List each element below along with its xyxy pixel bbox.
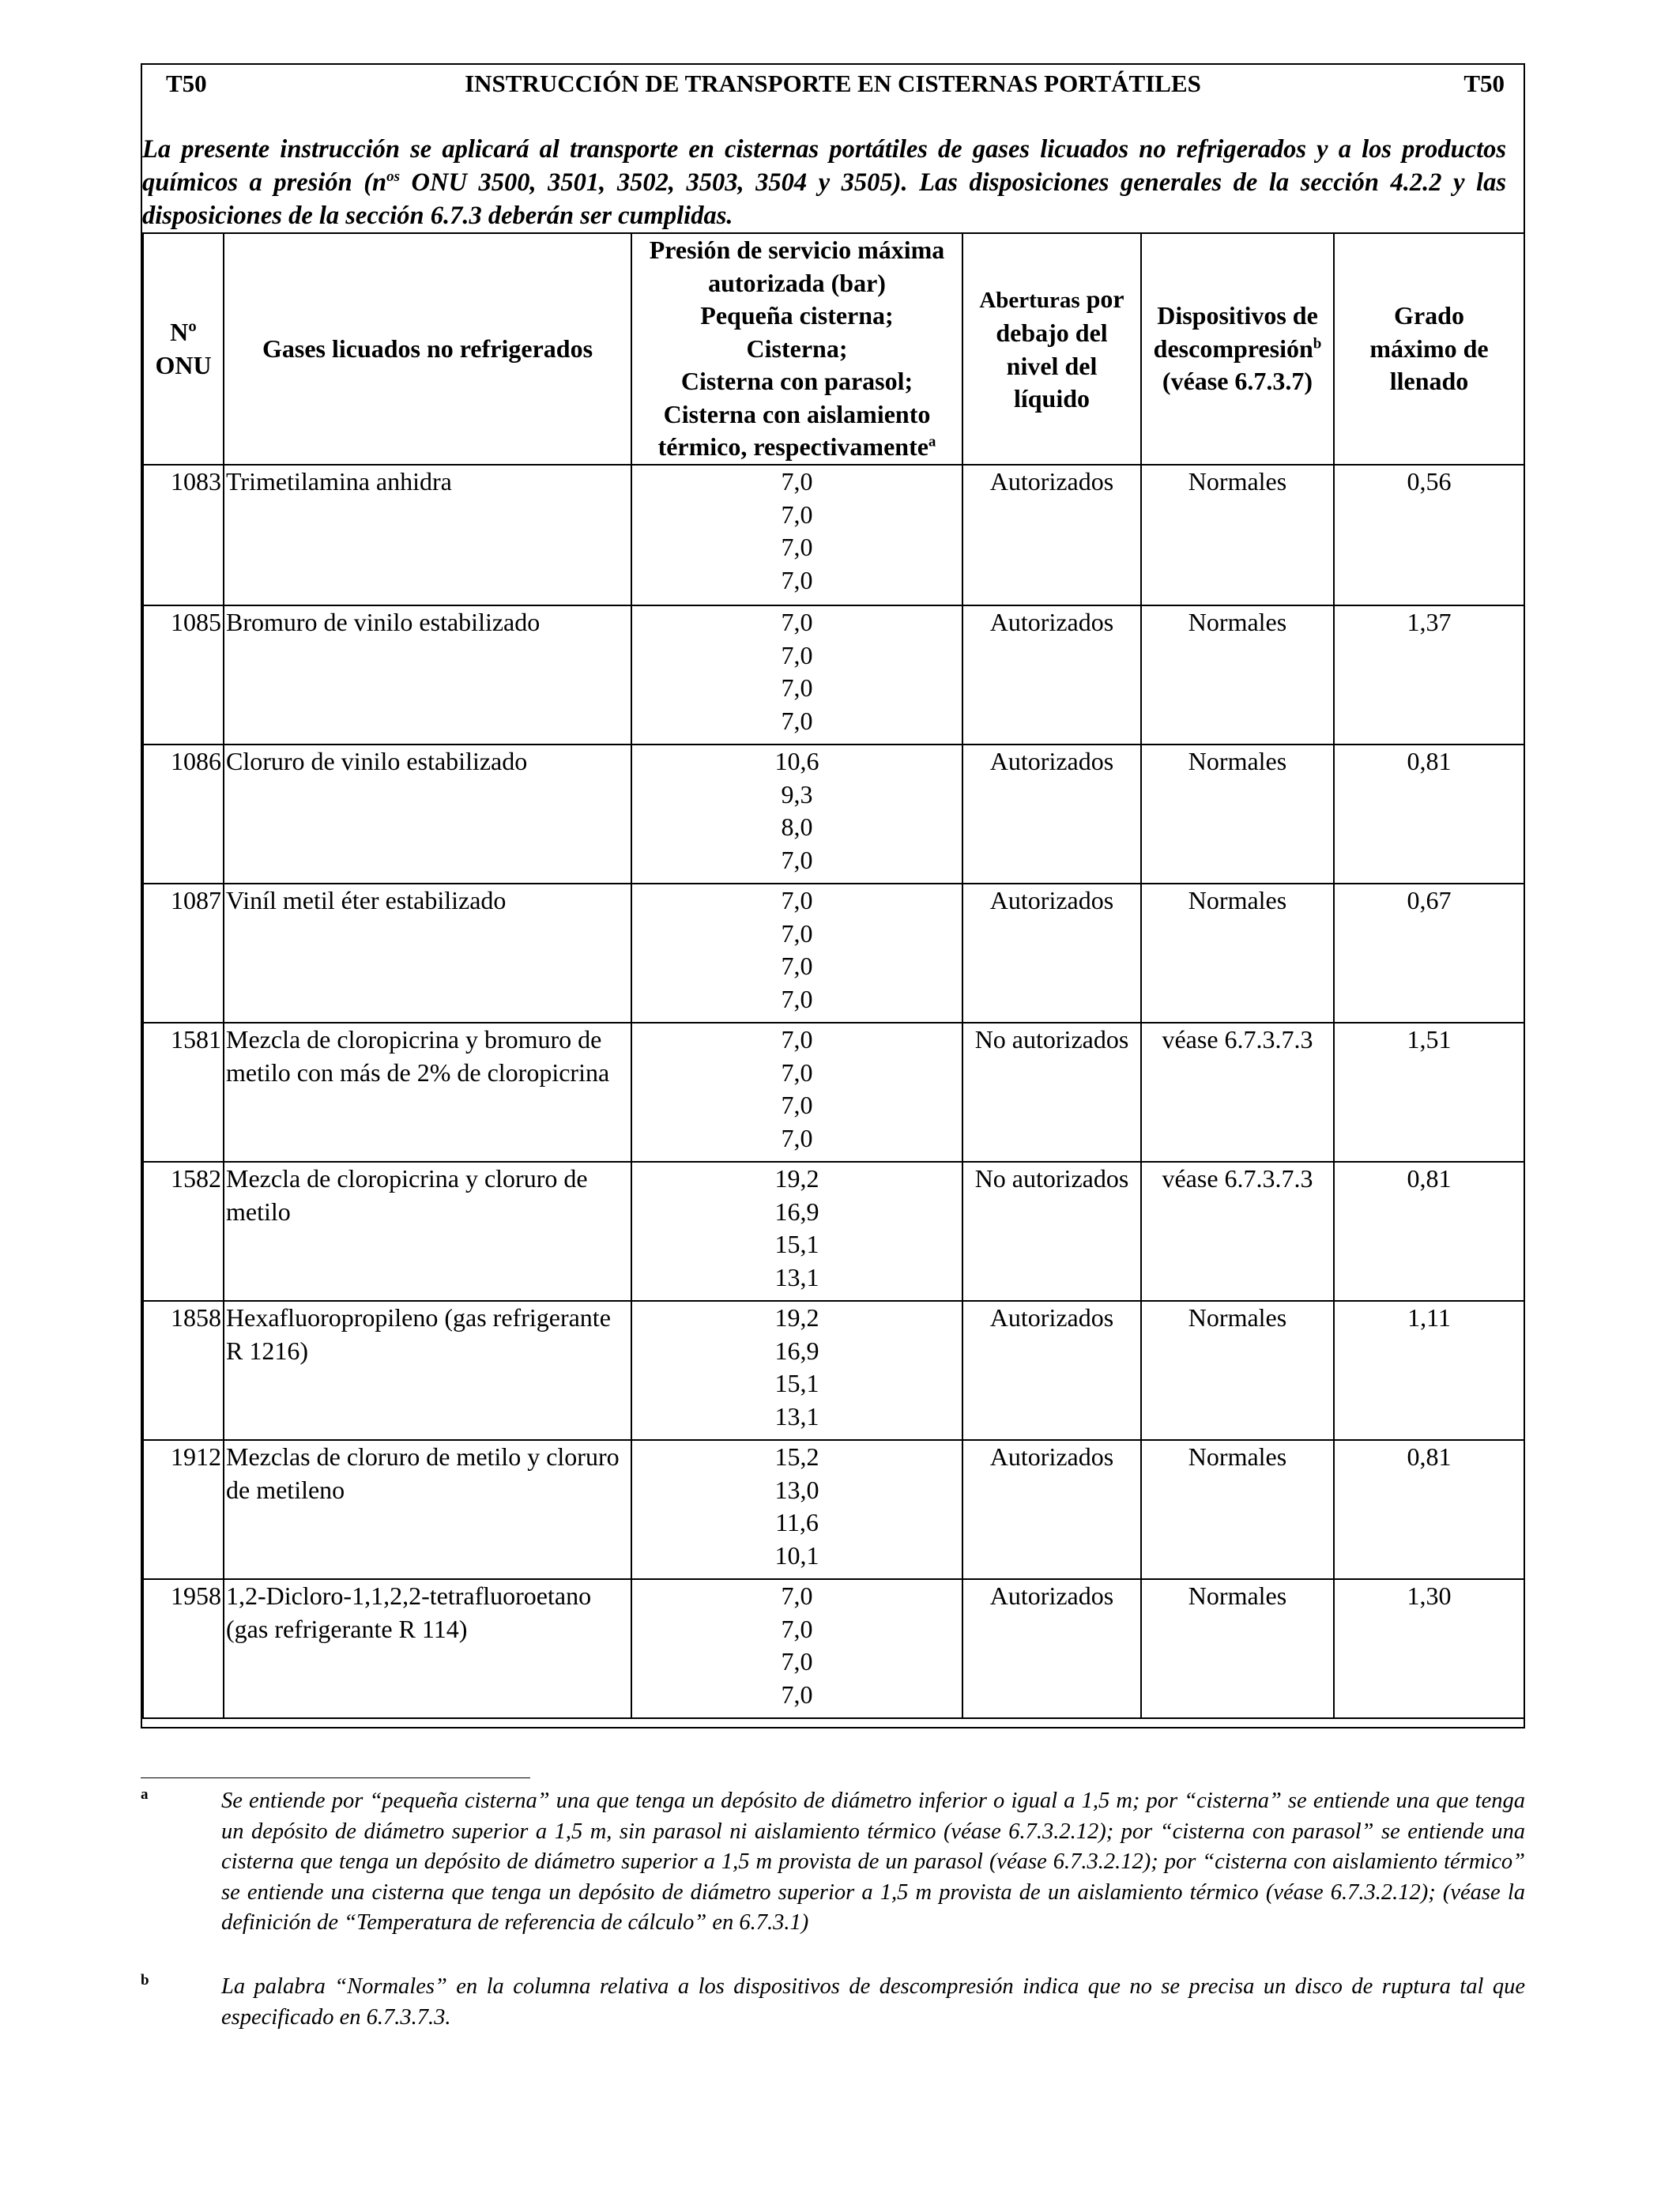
pressure-cell: [631, 745, 962, 884]
pressure-value: 7,0: [781, 706, 813, 735]
table-row: [143, 465, 1524, 605]
header-onu-line: Nº: [170, 318, 197, 346]
grado-cell: 1,51: [1334, 1023, 1524, 1162]
header-presion-line: Pequeña cisterna;: [700, 301, 894, 330]
pressure-value: 7,0: [781, 1057, 813, 1087]
footnote-a: [141, 1786, 1525, 1939]
pressure-cell: [631, 1440, 962, 1579]
gas-name-cell: Mezcla de cloropicrina y cloruro de metilo: [224, 1162, 631, 1301]
header-presion-line-last: [632, 431, 962, 464]
pressure-value: 7,0: [781, 952, 813, 980]
intro-paragraph: [142, 133, 1506, 232]
header-grado-line: máximo de: [1369, 334, 1489, 363]
gas-name-cell: Cloruro de vinilo estabilizado: [224, 745, 631, 884]
pressure-value: 15,1: [774, 1369, 819, 1397]
pressure-value: 7,0: [781, 608, 813, 636]
pressure-value: 7,0: [781, 467, 813, 496]
instruction-frame: [141, 63, 1525, 1728]
grado-cell: 0,81: [1334, 1162, 1524, 1301]
intro-superscript: os: [386, 168, 400, 186]
grado-cell: 1,37: [1334, 605, 1524, 745]
pressure-value: 8,0: [781, 812, 813, 841]
pressure-cell: [631, 1301, 962, 1440]
table-header-row: [143, 233, 1524, 465]
header-aberturas: [962, 233, 1141, 465]
aberturas-cell: Autorizados: [962, 1579, 1141, 1718]
pressure-value: 9,3: [781, 779, 813, 809]
intro-text-part2: ONU 3500, 3501, 3502, 3503, 3504 y 3505). Las disposiciones generales de la sección 4.2.2 y las disposiciones de la sección 6.7.3 deberán ser cumplidas.: [142, 168, 1506, 230]
onu-number-cell: 1083: [143, 465, 224, 605]
table-row: [143, 884, 1524, 1023]
header-onu-line: ONU: [155, 350, 212, 379]
header-presion-line: Presión de servicio máxima: [649, 236, 945, 265]
onu-number-cell: 1085: [143, 605, 224, 745]
pressure-value: 7,0: [781, 533, 813, 561]
grado-cell: 1,30: [1334, 1579, 1524, 1718]
pressure-value: 7,0: [781, 918, 813, 948]
pressure-value: 10,6: [774, 747, 819, 775]
grado-cell: 0,81: [1334, 745, 1524, 884]
onu-number-cell: 1086: [143, 745, 224, 884]
pressure-cell: [631, 1162, 962, 1301]
pressure-value: 13,1: [774, 1401, 819, 1431]
header-dispositivos-line: Dispositivos de: [1157, 301, 1318, 330]
pressure-value: 7,0: [781, 1614, 813, 1643]
footnote-mark: a: [141, 1786, 149, 1803]
aberturas-cell: Autorizados: [962, 465, 1141, 605]
pressure-value: 10,1: [774, 1540, 819, 1570]
dispositivos-cell: véase 6.7.3.7.3: [1141, 1162, 1334, 1301]
gas-name-cell: Viníl metil éter estabilizado: [224, 884, 631, 1023]
onu-number-cell: 1958: [143, 1579, 224, 1718]
pressure-value: 7,0: [781, 640, 813, 669]
header-presion-line: Cisterna con parasol;: [680, 367, 913, 396]
header-aberturas-word: Aberturas: [979, 287, 1080, 313]
pressure-value: 16,9: [774, 1197, 819, 1226]
table-row: [143, 605, 1524, 745]
pressure-value: 19,2: [774, 1303, 819, 1332]
header-aberturas-word: por: [1086, 284, 1124, 313]
gas-name-cell: Mezcla de cloropicrina y bromuro de metilo con más de 2% de cloropicrina: [224, 1023, 631, 1162]
pressure-value: 13,0: [774, 1475, 819, 1504]
aberturas-cell: Autorizados: [962, 884, 1141, 1023]
pressure-value: 7,0: [781, 565, 813, 594]
onu-number-cell: 1858: [143, 1301, 224, 1440]
header-aberturas-line: nivel del: [1006, 351, 1098, 380]
pressure-cell: [631, 1579, 962, 1718]
pressure-value: 7,0: [781, 1091, 813, 1119]
footnote-rule: [141, 1777, 530, 1778]
dispositivos-cell: Normales: [1141, 884, 1334, 1023]
grado-cell: 1,11: [1334, 1301, 1524, 1440]
instruction-code-right: T50: [1463, 70, 1505, 97]
pressure-value: 7,0: [781, 1123, 813, 1152]
gas-name-cell: Mezclas de cloruro de metilo y cloruro de metileno: [224, 1440, 631, 1579]
onu-number-cell: 1581: [143, 1023, 224, 1162]
pressure-value: 15,1: [774, 1230, 819, 1258]
aberturas-cell: No autorizados: [962, 1162, 1141, 1301]
header-aberturas-line: debajo del: [996, 319, 1108, 347]
footnote-b: [141, 1972, 1525, 2033]
pressure-value: 7,0: [781, 984, 813, 1013]
pressure-value: 7,0: [781, 845, 813, 874]
intro-text-part1: La presente instrucción se aplicará al transporte en cisternas portátiles de gases licuados no refrigerados y a los productos químicos a presión (n: [142, 135, 1506, 197]
header-grado: [1334, 233, 1524, 465]
pressure-cell: [631, 465, 962, 605]
aberturas-cell: Autorizados: [962, 605, 1141, 745]
grado-cell: 0,67: [1334, 884, 1524, 1023]
pressure-cell: [631, 884, 962, 1023]
dispositivos-cell: Normales: [1141, 1579, 1334, 1718]
header-dispositivos-line: descompresión: [1153, 334, 1313, 363]
table-row: [143, 1440, 1524, 1579]
table-row: [143, 1301, 1524, 1440]
header-aberturas-line: [963, 283, 1140, 318]
gases-table: [142, 232, 1525, 1719]
gas-name-cell: Hexafluoropropileno (gas refrigerante R 1216): [224, 1301, 631, 1440]
aberturas-cell: No autorizados: [962, 1023, 1141, 1162]
footnote-ref-b: b: [1313, 335, 1322, 352]
onu-number-cell: 1912: [143, 1440, 224, 1579]
gas-name-cell: Trimetilamina anhidra: [224, 465, 631, 605]
pressure-value: 7,0: [781, 1581, 813, 1610]
pressure-value: 16,9: [774, 1336, 819, 1365]
pressure-value: 7,0: [781, 499, 813, 529]
onu-number-cell: 1087: [143, 884, 224, 1023]
aberturas-cell: Autorizados: [962, 1440, 1141, 1579]
dispositivos-cell: Normales: [1141, 1301, 1334, 1440]
pressure-cell: [631, 1023, 962, 1162]
header-presion-line: Cisterna;: [746, 334, 848, 363]
aberturas-cell: Autorizados: [962, 1301, 1141, 1440]
onu-number-cell: 1582: [143, 1162, 224, 1301]
gas-name-cell: Bromuro de vinilo estabilizado: [224, 605, 631, 745]
header-onu: [143, 233, 224, 465]
table-row: [143, 1579, 1524, 1718]
pressure-value: 19,2: [774, 1164, 819, 1193]
pressure-value: 7,0: [781, 1679, 813, 1709]
footnote-mark: b: [141, 1972, 149, 1989]
footnote-text: La palabra “Normales” en la columna relativa a los dispositivos de descompresión indica que no se precisa un disco de ruptura tal que especificado en 6.7.3.7.3.: [221, 1974, 1525, 2030]
dispositivos-cell: véase 6.7.3.7.3: [1141, 1023, 1334, 1162]
pressure-value: 7,0: [781, 1647, 813, 1676]
header-dispositivos: [1141, 233, 1334, 465]
header-grado-line: Grado: [1394, 301, 1464, 330]
aberturas-cell: Autorizados: [962, 745, 1141, 884]
pressure-value: 7,0: [781, 886, 813, 914]
pressure-cell: [631, 605, 962, 745]
dispositivos-cell: Normales: [1141, 1440, 1334, 1579]
footnote-ref-a: a: [928, 433, 936, 450]
header-presion-line: Cisterna con aislamiento: [663, 399, 931, 428]
pressure-value: 7,0: [781, 1025, 813, 1054]
footnote-text: Se entiende por “pequeña cisterna” una que tenga un depósito de diámetro inferior o igual a 1,5 m; por “cisterna” se entiende una que tenga un depósito de diámetro superior a 1,5 m, sin parasol ni aislamiento térmico (véase 6.7.3.2.12); por “cisterna con parasol” se entiende una cisterna que tenga un depósito de diámetro superior a 1,5 m provista de un parasol (véase 6.7.3.2.12); por “cisterna con aislamiento térmico” se entiende una cisterna que tenga un depósito de diámetro superior a 1,5 m provista de un aislamiento térmico (véase 6.7.3.2.12); (véase la definición de “Temperatura de referencia de cálculo” en 6.7.3.1): [221, 1789, 1525, 1935]
gas-name-cell: 1,2-Dicloro-1,1,2,2-tetrafluoroetano (gas refrigerante R 114): [224, 1579, 631, 1718]
table-row: [143, 1023, 1524, 1162]
pressure-value: 11,6: [775, 1508, 819, 1536]
instruction-title: INSTRUCCIÓN DE TRANSPORTE EN CISTERNAS PORTÁTILES: [465, 70, 1201, 97]
instruction-code-left: T50: [166, 70, 207, 97]
header-dispositivos-line: (véase 6.7.3.7): [1162, 367, 1313, 396]
table-row: [143, 745, 1524, 884]
grado-cell: 0,56: [1334, 465, 1524, 605]
table-row: [143, 1162, 1524, 1301]
grado-cell: 0,81: [1334, 1440, 1524, 1579]
header-presion: [631, 233, 962, 465]
header-presion-line: autorizada (bar): [708, 268, 886, 297]
pressure-value: 7,0: [781, 673, 813, 702]
header-dispositivos-line-sup: [1142, 333, 1333, 366]
pressure-value: 13,1: [774, 1262, 819, 1291]
table-body: [143, 465, 1524, 1718]
dispositivos-cell: Normales: [1141, 465, 1334, 605]
pressure-value: 15,2: [774, 1442, 819, 1471]
title-row: [142, 70, 1524, 101]
header-presion-line: térmico, respectivamente: [657, 432, 929, 462]
header-grado-line: llenado: [1389, 367, 1469, 396]
dispositivos-cell: Normales: [1141, 605, 1334, 745]
header-gases: Gases licuados no refrigerados: [224, 233, 631, 465]
header-aberturas-line: líquido: [1013, 384, 1090, 413]
dispositivos-cell: Normales: [1141, 745, 1334, 884]
